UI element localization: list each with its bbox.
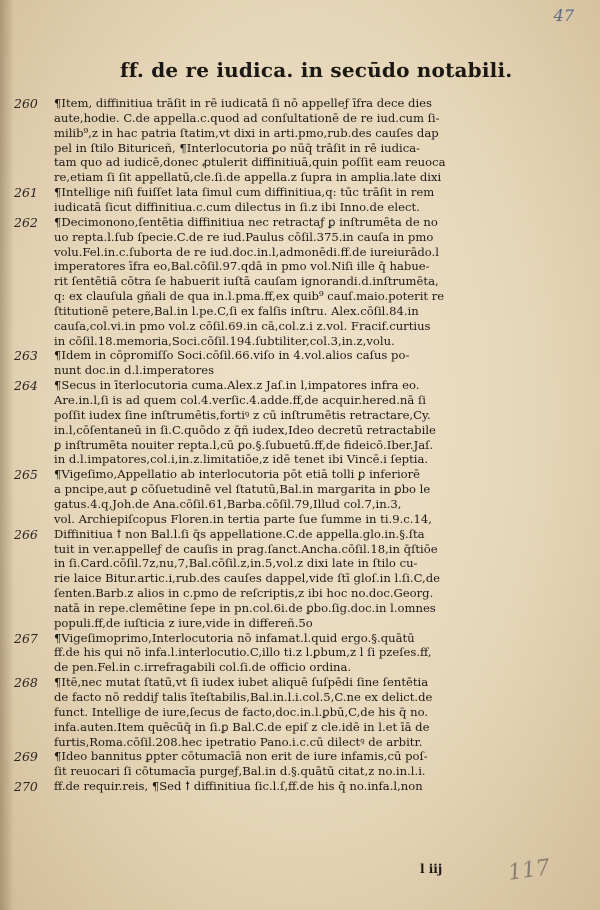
- text-line: vol. Archiepiſcopus Floren.in tertia parte ſue ſumme in ti.9.c.14,: [54, 511, 432, 526]
- text-line: in.l,cōſentaneū in ſi.C.quōdo z q̄ñ iudex,Ideo decretū retractabile: [54, 422, 436, 437]
- text-line: ¶Vigeſimoprimo,Interlocutoria nō infamat.l.quid ergo.§.quātū: [54, 630, 415, 645]
- margin-number: 262: [14, 214, 38, 230]
- text-line: furtis,Roma.cōſil.208.hec ipetratio Pano.i.c.cū dilectꝰ de arbitr.: [54, 734, 423, 749]
- text-line: ff.de his qui nō infa.l.interlocutio.C,illo ti.z l.ꝑbum,z l ſi pzeſes.ff,: [54, 645, 432, 660]
- running-head: ff. de re iudica. in secūdo notabili.: [120, 58, 513, 82]
- text-line: ſit reuocari ſi cōtumacīa purgeƒ,Bal.in d.§.quātū citat,z no.in.l.i.: [54, 764, 426, 779]
- text-line: cauſa,col.vi.in pmo vol.z cōſil.69.in cā,col.z.i z.vol. Fracif.curtius: [54, 318, 431, 333]
- text-line: q: ex clauſula gñali de qua in.l.pma.ff,ex quib⁹ cauſ.maio.poterit re: [54, 289, 445, 304]
- text-line: de facto nō reddiƒ talis īteſtabilis,Bal.in.l.i.col.5,C.ne ex delict.de: [54, 690, 433, 704]
- handwritten-note: 117: [506, 855, 552, 886]
- text-line: in ſi.Card.cōſil.7z,nu,7,Bal.cōſil.z,in.5,vol.z dixi late in ſtilo cu-: [54, 556, 418, 571]
- signature-mark: l iij: [420, 862, 443, 876]
- margin-number: 270: [14, 779, 38, 795]
- text-line: ff.de requir.reis, ¶Sed ꝉ diffinitiua ſic.l.ſ,ff.de his q̄ no.infa.l,non: [54, 779, 423, 794]
- text-line: ¶Ideo bannitus ꝑpter cōtumacīā non erit de iure infamis,cū poſ-: [54, 749, 428, 764]
- margin-number: 264: [14, 378, 38, 394]
- text-line: ſtitutionē petere,Bal.in l.pe.C,ſi ex falſis inſtru. Alex.cōſil.84.in: [54, 303, 419, 318]
- folio-number: 47: [553, 6, 574, 25]
- text-line: iudicatā ſicut diffinitiua.c.cum dilectus in ſi.z ibi Inno.de elect.: [54, 199, 420, 214]
- text-line: ¶Decimonono,ſentētia diffinitiua nec retractaƒ ꝑ inſtrumēta de no: [54, 214, 438, 229]
- text-line: imperatores īfra eo,Bal.cōſil.97.qdā in pmo vol.Niſi ille q̄ habue-: [54, 259, 430, 274]
- text-line: volu.Fel.in.c.ſuborta de re iud.doc.in.l,admonēdi.ff.de iureiurādo.l: [54, 244, 439, 259]
- text-line: nunt doc.in d.l.imperatores: [54, 363, 215, 378]
- margin-number: 261: [14, 185, 38, 201]
- text-line: uo repta.l.ſub ſpecie.C.de re iud.Paulus cōſil.375.in cauſa in pmo: [54, 229, 434, 244]
- text-line: infa.auten.Item quēcūq̄ in ſi.ꝑ Bal.C.de epiſ z cle.idē in l.et īā de: [54, 719, 430, 734]
- text-line: gatus.4.q,Joh.de Ana.cōſil.61,Barba.cōſil.79,Illud col.7,in.3,: [54, 496, 402, 511]
- text-line: natā in repe.clemētine ſepe in pn.col.6i.de ꝑbo.ſig.doc.in l.omnes: [54, 600, 436, 615]
- text-line: in cōſil.18.memoria,Soci.cōſil.194.ſubtiliter,col.3,in.z,volu.: [54, 333, 395, 348]
- margin-number: 263: [14, 348, 38, 364]
- margin-number: 265: [14, 467, 38, 483]
- text-line: aute,hodie. C.de appella.c.quod ad conſultationē de re iud.cum ſi-: [54, 110, 440, 125]
- text-line: de pen.Fel.in c.irrefragabili col.ſi.de officio ordina.: [54, 660, 352, 675]
- text-line: ¶Vigeſimo,Appellatio ab interlocutoria pōt etiā tolli ꝑ inferiorē: [54, 467, 421, 482]
- text-line: ¶Secus in īterlocutoria cuma.Alex.z Jaſ.in l,impatores infra eo.: [54, 378, 420, 393]
- binding-shadow: [0, 0, 14, 910]
- text-line: Are.in.l,ſi is ad quem col.4.verſic.4.adde.ff,de acquir.hered.nā ſi: [54, 393, 426, 407]
- text-line: ſenten.Barb.z alios in c.pmo de reſcriptis,z ibi hoc no.doc.Georg.: [54, 586, 434, 601]
- text-line: rie laice Bitur.artic.i,rub.des cauſes dappel,vide ſtī gloſ.in l.ſi.C,de: [54, 571, 441, 586]
- text-line: Diffinitiua ꝉ non Bal.l.ſi q̄s appellatione.C.de appella.glo.in.§.ſta: [54, 526, 425, 541]
- margin-number: 267: [14, 630, 38, 646]
- margin-number: 260: [14, 96, 38, 111]
- text-line: funct. Intellige de iure,ſecus de facto,doc.in.l.ꝑbū,C,de his q̄ no.: [54, 704, 429, 719]
- text-line: ¶Item, diffinitiua trāſit in rē iudicatā ſi nō appelleƒ īfra dece dies: [54, 96, 432, 110]
- text-line: poſſit iudex ſine inſtrumētis,fortiꝰ z cū inſtrumētis retractare,Cy.: [54, 407, 431, 422]
- text-line: milib⁹,z in hac patria ſtatim,vt dixi in arti.pmo,rub.des cauſes dap: [54, 125, 439, 140]
- margin-number: 266: [14, 526, 38, 542]
- text-line: rit ſentētiā cōtra ſe habuerit iuſtā cauſam ignorandi.d.inſtrumēta,: [54, 274, 439, 289]
- text-line: tam quo ad iudicē,donec ꝓtulerit diffinitiuā,quin poſſit eam reuoca: [54, 155, 446, 170]
- text-line: re,etiam ſi ſit appellatū,cle.ſi.de appella.z ſupra in amplia.late dixi: [54, 170, 442, 185]
- text-line: in d.l.impatores,col.i,in.z.limitatiōe,z idē tenet ibi Vincē.i ſeptia.: [54, 452, 429, 467]
- text-line: populi.ff,de iuſticia z iure,vide in differeñ.5o: [54, 615, 313, 630]
- text-line: tuit in ver.appelleƒ de cauſis in prag.ſanct.Ancha.cōſil.18,in q̄ſtiōe: [54, 541, 438, 556]
- text-line: ¶Intellige niſi fuiſſet lata ſimul cum diffinitiua,q: tūc trāſit in rem: [54, 185, 435, 200]
- margin-number: 269: [14, 749, 38, 765]
- text-line: a pncipe,aut ꝑ cōſuetudinē vel ſtatutū,Bal.in margarita in ꝑbo le: [54, 482, 431, 497]
- text-line: ¶Idem in cōpromiſſo Soci.cōſil.66.viſo in 4.vol.alios caſus po-: [54, 348, 410, 363]
- text-line: ꝑ inſtrumēta nouiter repta.l,cū ꝑo.§.ſubuetū.ff,de fideicō.Iber.Jaſ.: [54, 437, 434, 452]
- margin-number: 268: [14, 675, 38, 691]
- text-line: ¶Itē,nec mutat ſtatū,vt ſi iudex iubet aliquē ſuſpēdi ſine ſentētia: [54, 675, 429, 690]
- text-line: pel in ſtilo Bituriceñ, ¶Interlocutoria ꝑo nūq̄ trāſit in rē iudica-: [54, 140, 421, 155]
